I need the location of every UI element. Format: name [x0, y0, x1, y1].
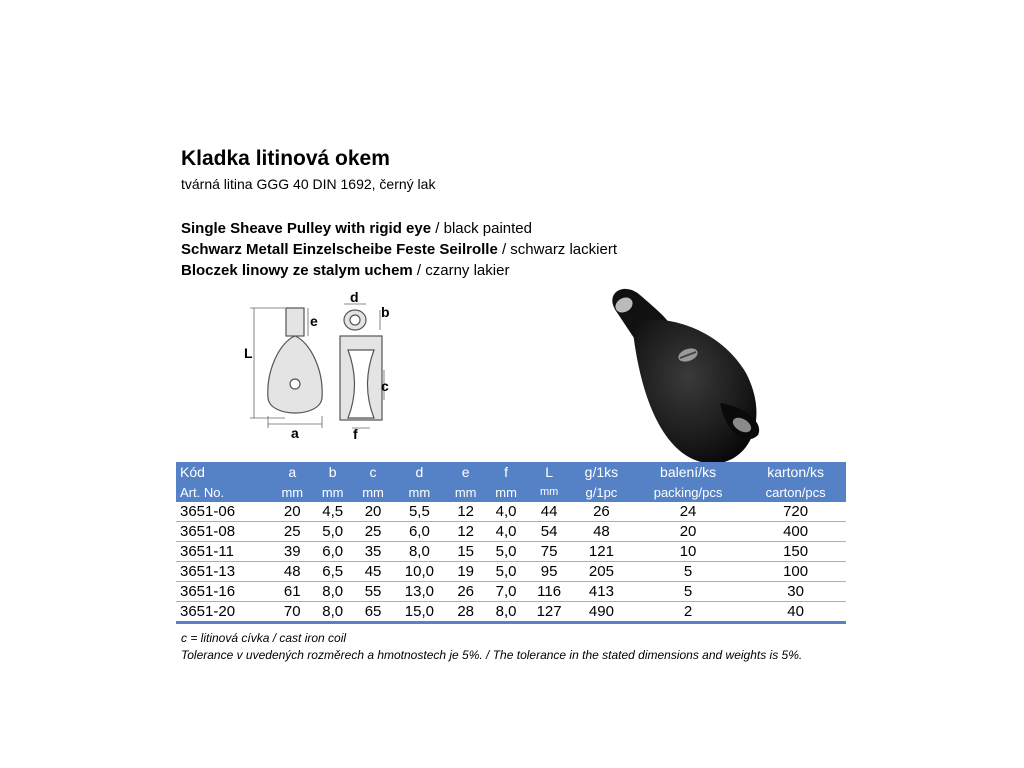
coil-note: c = litinová cívka / cast iron coil [181, 631, 347, 645]
cell-d: 10,0 [393, 562, 445, 582]
cell-e: 19 [445, 562, 485, 582]
cell-weight: 48 [572, 522, 631, 542]
cell-carton: 400 [745, 522, 846, 542]
cell-packing: 2 [631, 602, 745, 623]
cell-L: 127 [526, 602, 572, 623]
cell-b: 6,0 [312, 542, 352, 562]
cell-c: 65 [353, 602, 393, 623]
label-e: e [310, 313, 318, 329]
cell-carton: 150 [745, 542, 846, 562]
cell-a: 39 [272, 542, 312, 562]
table-row [176, 542, 846, 562]
cell-e: 15 [445, 542, 485, 562]
col-f-header: f [504, 464, 509, 480]
cell-code: 3651-16 [176, 582, 272, 602]
cell-d: 5,5 [393, 502, 445, 522]
cell-c: 55 [353, 582, 393, 602]
col-code-sub: Art. No. [180, 484, 225, 500]
cell-code: 3651-20 [176, 602, 272, 623]
label-b: b [381, 304, 390, 320]
cell-weight: 205 [572, 562, 631, 582]
col-carton-header: karton/ks [767, 464, 825, 480]
cell-a: 70 [272, 602, 312, 623]
cell-L: 116 [526, 582, 572, 602]
product-subtitle: tvárná litina GGG 40 DIN 1692, černý lak [181, 176, 436, 192]
cell-e: 12 [445, 502, 485, 522]
cell-packing: 10 [631, 542, 745, 562]
cell-L: 95 [526, 562, 572, 582]
col-d-unit: mm [408, 484, 431, 500]
cell-f: 7,0 [486, 582, 526, 602]
col-a-unit: mm [281, 484, 304, 500]
cell-packing: 5 [631, 562, 745, 582]
label-L: L [244, 345, 253, 361]
cell-weight: 26 [572, 502, 631, 522]
cell-code: 3651-13 [176, 562, 272, 582]
cell-f: 5,0 [486, 562, 526, 582]
cell-c: 35 [353, 542, 393, 562]
cell-packing: 20 [631, 522, 745, 542]
col-weight-header: g/1ks [584, 464, 619, 480]
col-f-unit: mm [495, 484, 517, 500]
table-row [176, 582, 846, 602]
col-packing-unit: packing/pcs [653, 484, 723, 500]
cell-carton: 100 [745, 562, 846, 582]
cell-e: 28 [445, 602, 485, 623]
spec-table [176, 462, 846, 624]
cell-f: 4,0 [486, 502, 526, 522]
cell-d: 6,0 [393, 522, 445, 542]
cell-f: 8,0 [486, 602, 526, 623]
col-L-unit: mm [539, 486, 559, 498]
cell-b: 4,5 [312, 502, 352, 522]
cell-weight: 413 [572, 582, 631, 602]
cell-d: 15,0 [393, 602, 445, 623]
label-f: f [353, 426, 358, 440]
cell-packing: 5 [631, 582, 745, 602]
label-a: a [291, 425, 299, 440]
cell-b: 6,5 [312, 562, 352, 582]
cell-d: 13,0 [393, 582, 445, 602]
cell-weight: 121 [572, 542, 631, 562]
col-a-header: a [288, 464, 297, 480]
label-c: c [381, 378, 389, 394]
table-row [176, 562, 846, 582]
col-e-unit: mm [454, 484, 477, 500]
col-c-unit: mm [362, 484, 384, 500]
cell-e: 12 [445, 522, 485, 542]
cell-e: 26 [445, 582, 485, 602]
product-photo [596, 283, 772, 469]
translated-names [181, 218, 617, 281]
table-row [176, 522, 846, 542]
cell-code: 3651-08 [176, 522, 272, 542]
cell-carton: 720 [745, 502, 846, 522]
cell-code: 3651-11 [176, 542, 272, 562]
cell-c: 45 [353, 562, 393, 582]
table-row [176, 602, 846, 623]
col-weight-unit: g/1pc [585, 484, 618, 500]
cell-code: 3651-06 [176, 502, 272, 522]
cell-a: 25 [272, 522, 312, 542]
cell-f: 4,0 [486, 522, 526, 542]
table-units-row [176, 482, 846, 502]
cell-b: 8,0 [312, 602, 352, 623]
name-polish: Bloczek linowy ze stalym uchem / czarny lakier [181, 262, 510, 279]
product-title: Kladka litinová okem [181, 147, 390, 170]
table-row [176, 502, 846, 522]
cell-c: 20 [353, 502, 393, 522]
cell-packing: 24 [631, 502, 745, 522]
cell-a: 20 [272, 502, 312, 522]
tolerance-note: Tolerance v uvedených rozměrech a hmotnostech je 5%. / The tolerance in the stated dimensions and weights is 5%. [181, 648, 803, 662]
col-L-header: L [545, 464, 553, 480]
cell-carton: 40 [745, 602, 846, 623]
col-carton-unit: carton/pcs [765, 484, 826, 500]
cell-b: 5,0 [312, 522, 352, 542]
cell-carton: 30 [745, 582, 846, 602]
col-c-header: c [369, 464, 377, 480]
col-packing-header: balení/ks [660, 464, 717, 480]
col-d-header: d [415, 464, 424, 480]
cell-c: 25 [353, 522, 393, 542]
table-header-row [176, 462, 846, 482]
cell-b: 8,0 [312, 582, 352, 602]
name-english: Single Sheave Pulley with rigid eye / black painted [181, 220, 532, 237]
cell-L: 54 [526, 522, 572, 542]
cell-L: 75 [526, 542, 572, 562]
col-b-header: b [328, 464, 337, 480]
cell-a: 48 [272, 562, 312, 582]
cell-weight: 490 [572, 602, 631, 623]
cell-L: 44 [526, 502, 572, 522]
col-b-unit: mm [321, 484, 344, 500]
name-german: Schwarz Metall Einzelscheibe Feste Seilrolle / schwarz lackiert [181, 241, 617, 258]
dimension-drawing [240, 290, 390, 440]
label-d: d [350, 290, 359, 305]
cell-d: 8,0 [393, 542, 445, 562]
col-code-header: Kód [180, 464, 205, 480]
col-e-header: e [461, 464, 470, 480]
cell-a: 61 [272, 582, 312, 602]
cell-f: 5,0 [486, 542, 526, 562]
